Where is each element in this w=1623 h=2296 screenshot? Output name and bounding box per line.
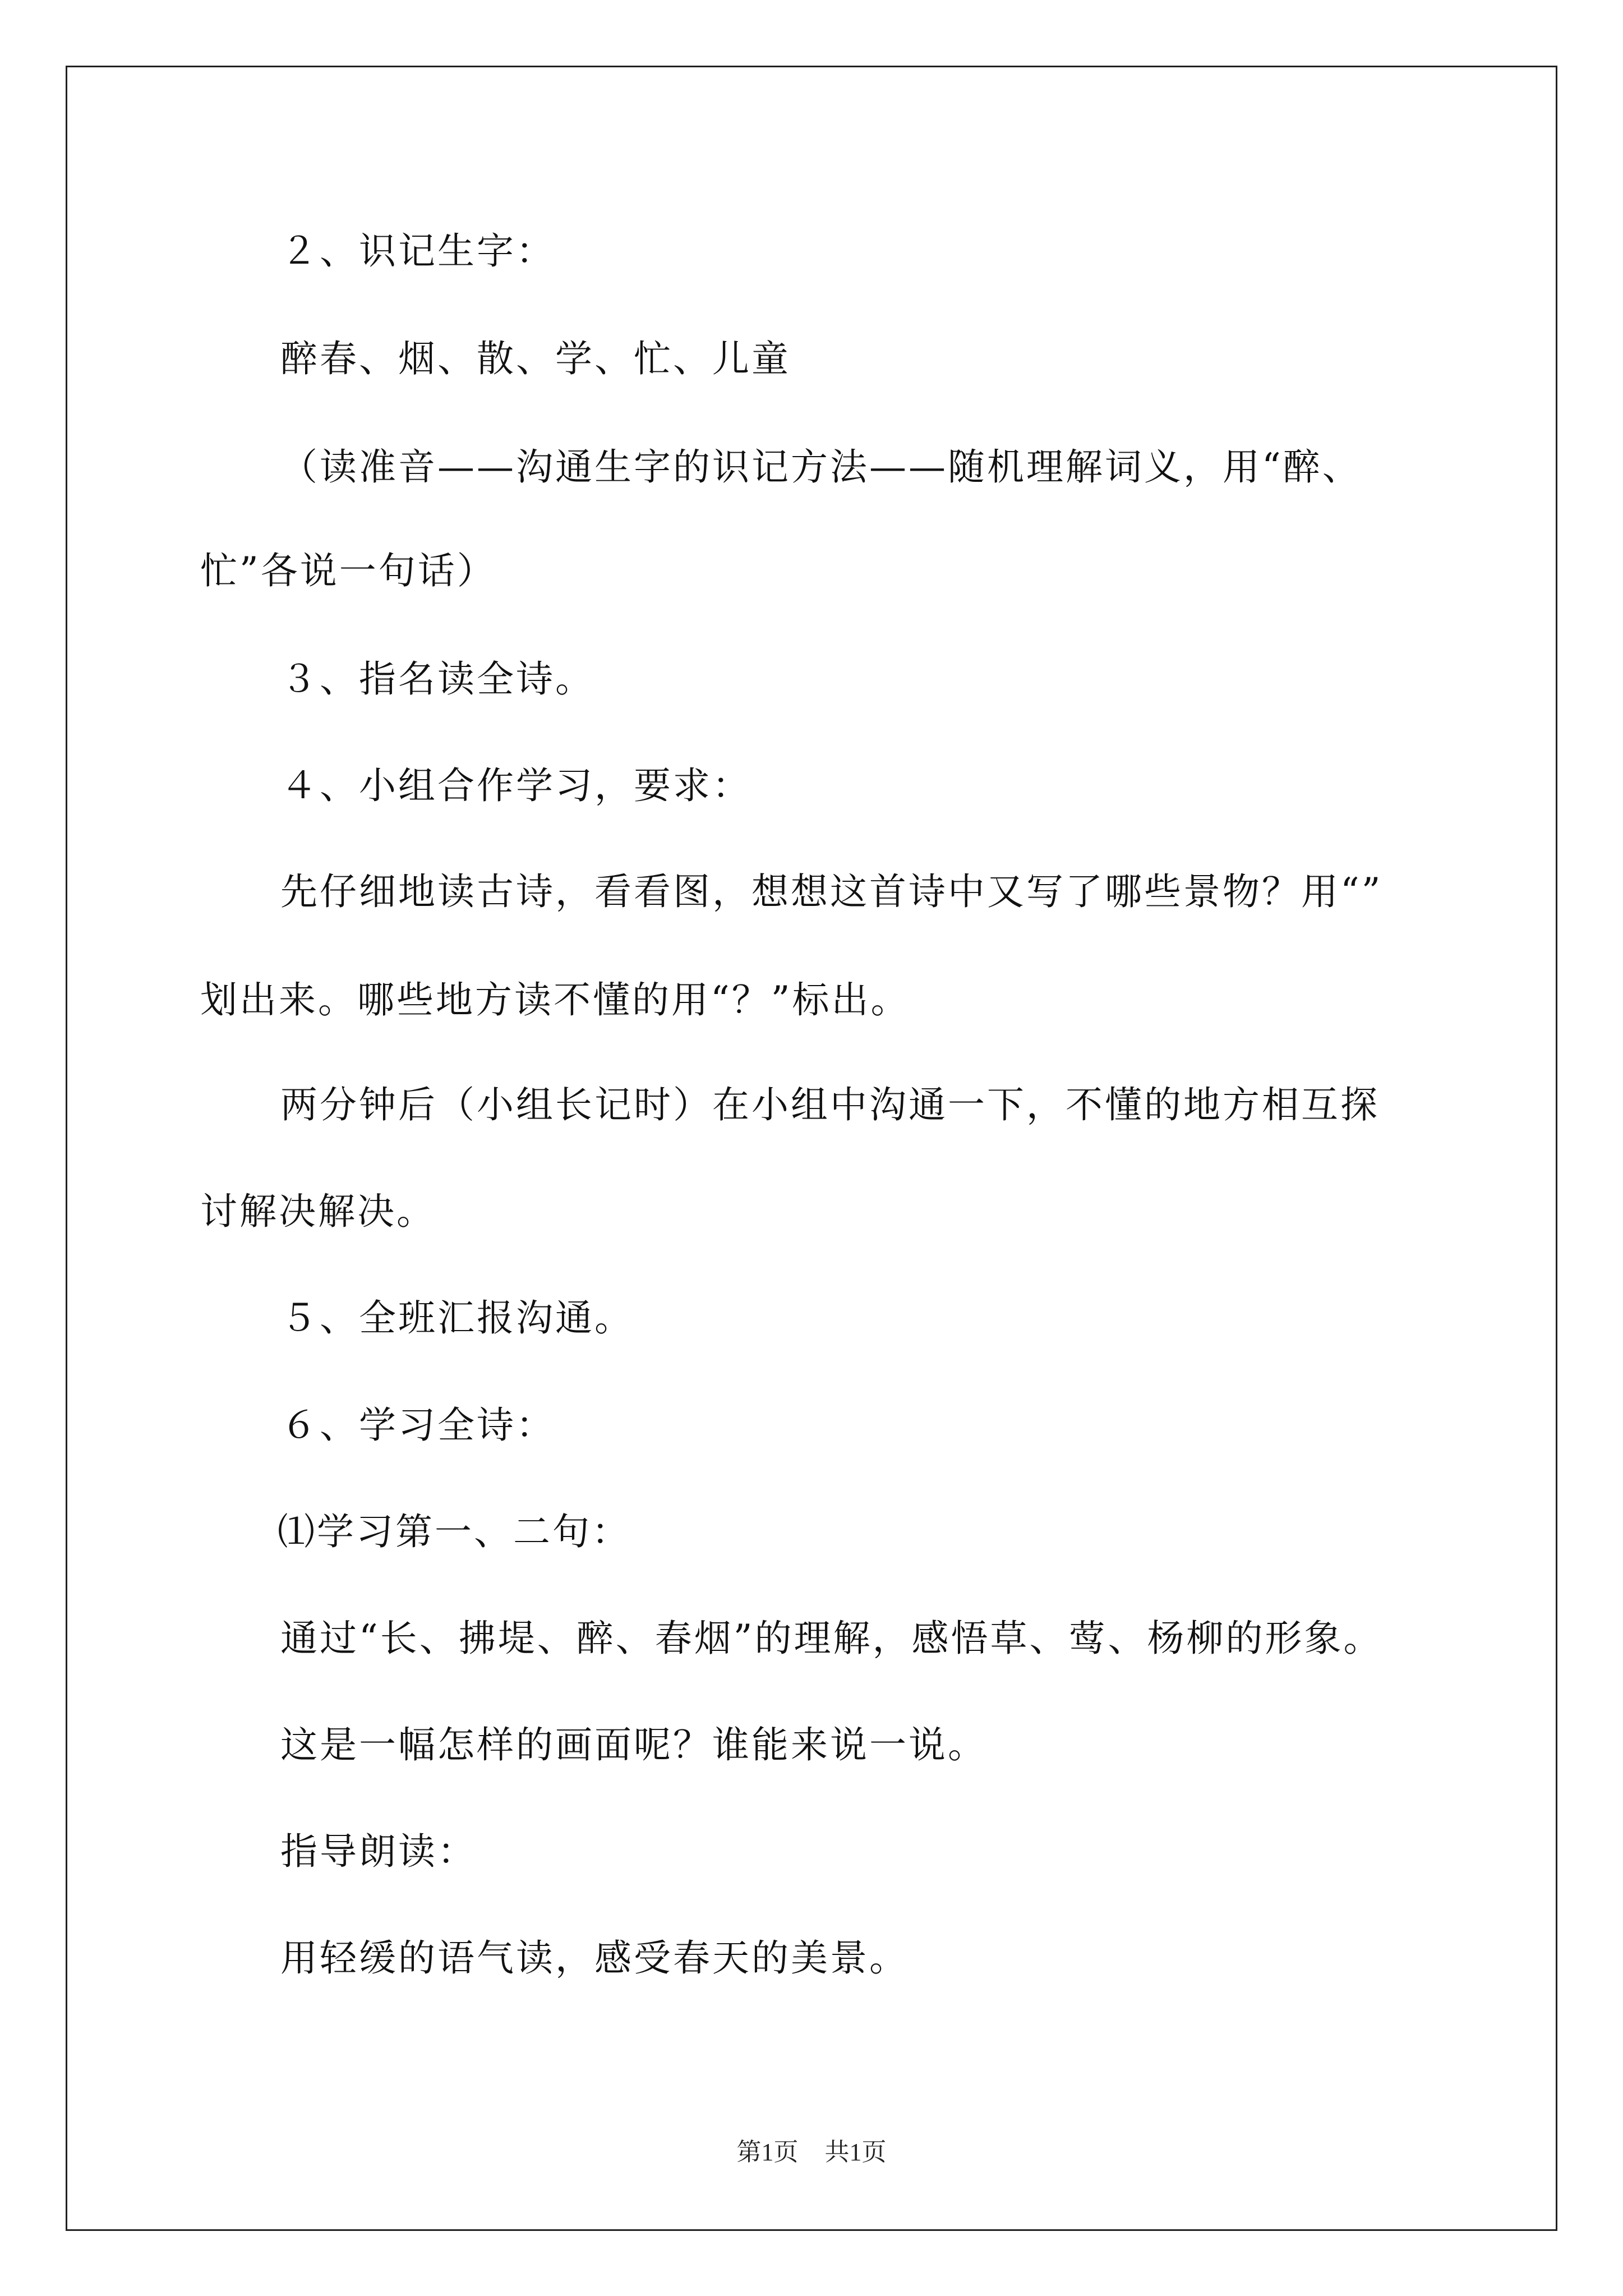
text-line: （读准音——沟通生字的识记方法——随机理解词义，用“醉、 — [280, 445, 1362, 489]
page-footer — [0, 2132, 1623, 2168]
text-line: ４、小组合作学习，要求： — [280, 764, 751, 807]
text-line: ２、识记生字： — [280, 229, 555, 273]
page-number: 第1页 — [736, 2138, 799, 2166]
text-line: 两分钟后（小组长记时）在小组中沟通一下，不懂的地方相互探 — [280, 1083, 1380, 1126]
text-line: ６、学习全诗： — [280, 1404, 555, 1447]
text-line: 这是一幅怎样的画面呢？谁能来说一说。 — [280, 1723, 987, 1766]
text-line: 讨解决解决。 — [200, 1190, 436, 1233]
page-total: 共1页 — [824, 2138, 887, 2166]
text-line: ３、指名读全诗。 — [280, 657, 594, 701]
text-line: 通过“长、拂堤、醉、春烟”的理解，感悟草、莺、杨柳的形象。 — [280, 1617, 1383, 1660]
text-line: ⑴学习第一、二句： — [278, 1510, 631, 1553]
text-line: 先仔细地读古诗，看看图，想想这首诗中又写了哪些景物？用“” — [280, 870, 1383, 913]
text-line: 指导朗读： — [280, 1830, 477, 1873]
text-line: 忙”各说一句话） — [200, 549, 496, 592]
text-line: 用轻缓的语气读，感受春天的美景。 — [280, 1936, 909, 1980]
page-border — [66, 66, 1557, 2231]
text-line: 醉春、烟、散、学、忙、儿童 — [280, 337, 791, 380]
text-line: 划出来。哪些地方读不懂的用“？”标出。 — [200, 978, 910, 1022]
text-line: ５、全班汇报沟通。 — [280, 1296, 634, 1340]
